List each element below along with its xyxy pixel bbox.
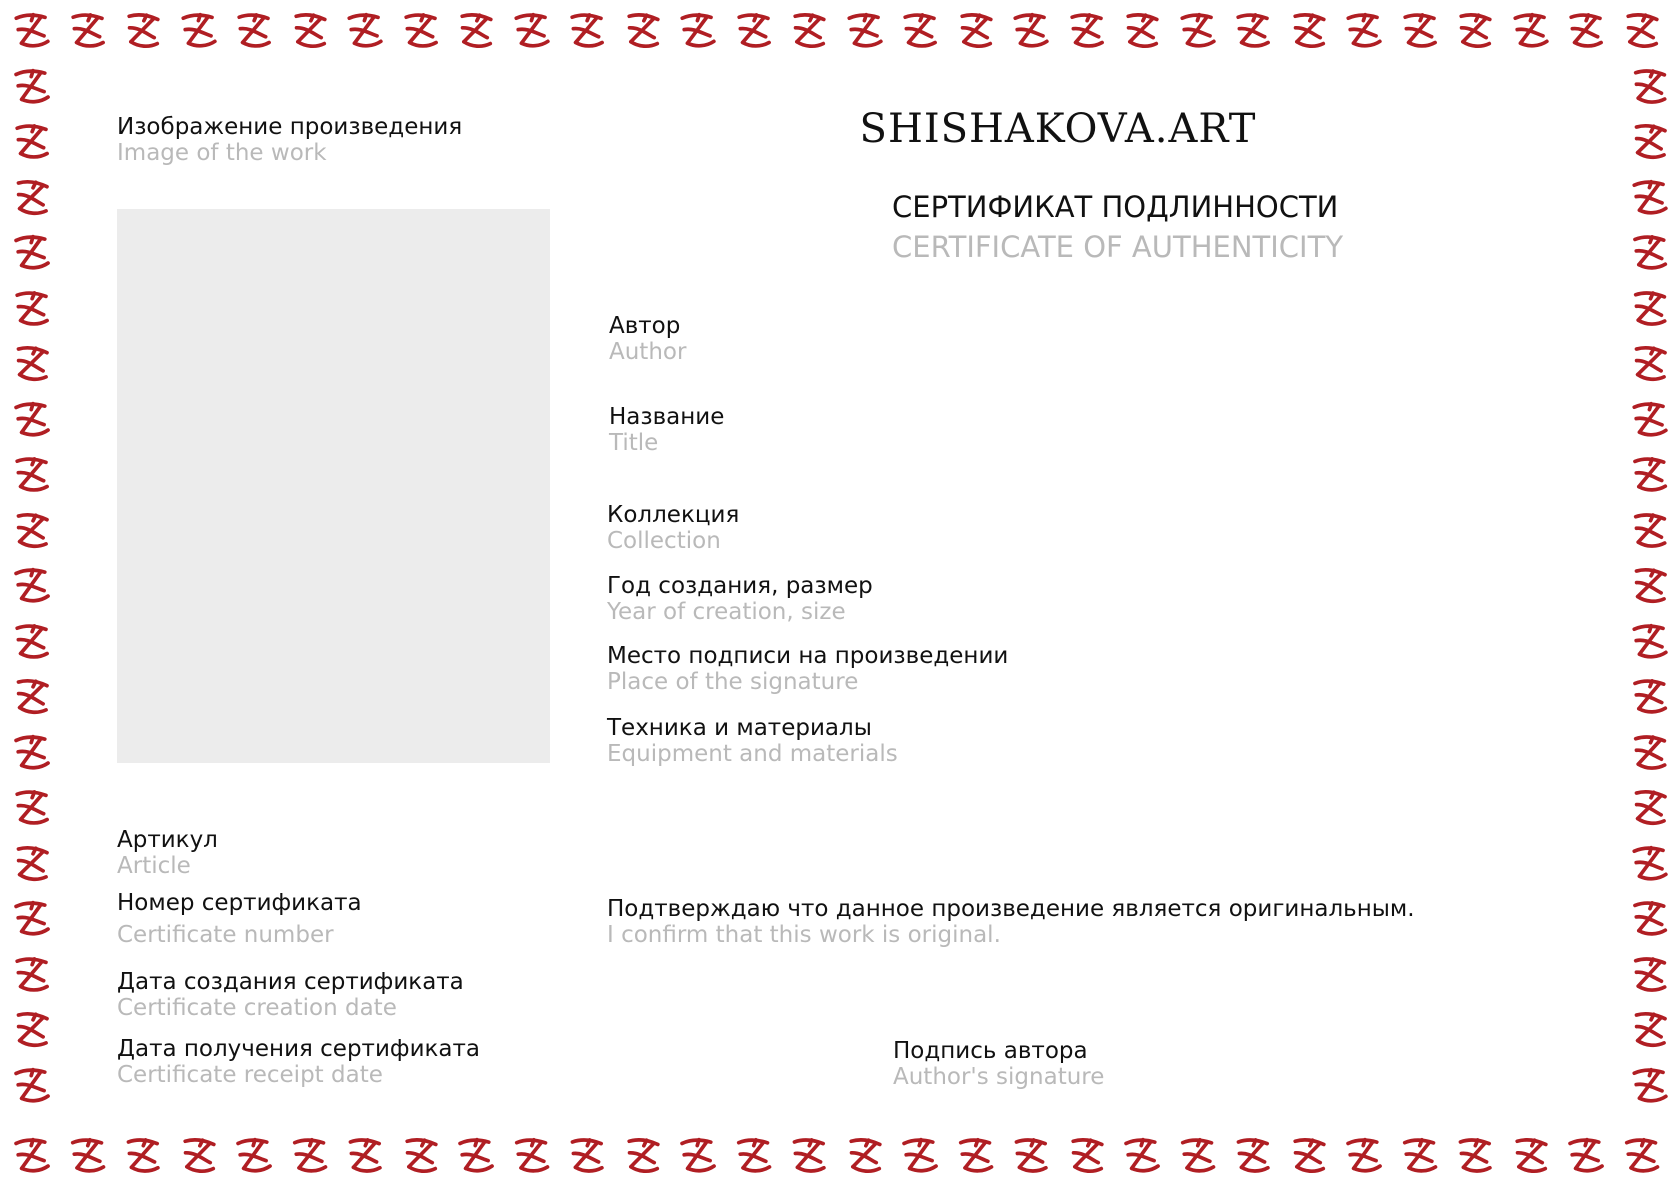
border-monogram-icon: [729, 1132, 777, 1180]
border-monogram-icon: [672, 1131, 722, 1181]
cert-number-label-en: Certificate number: [117, 922, 334, 948]
border-monogram-icon: [1616, 6, 1665, 55]
border-monogram-icon: [8, 952, 54, 998]
collection-label-en: Collection: [607, 528, 721, 554]
image-label-en: Image of the work: [117, 140, 327, 166]
border-monogram-icon: [1283, 6, 1332, 55]
title-label-en: Title: [609, 430, 659, 456]
border-monogram-icon: [1395, 1132, 1443, 1180]
border-monogram-icon: [1624, 339, 1674, 389]
author-signature-label-en: Author's signature: [893, 1064, 1105, 1090]
cert-number-label-ru: Номер сертификата: [117, 890, 362, 916]
cert-created-label-ru: Дата создания сертификата: [117, 969, 464, 995]
border-monogram-icon: [6, 728, 56, 778]
border-monogram-icon: [1505, 1131, 1554, 1180]
title-label-ru: Название: [609, 404, 725, 430]
border-monogram-icon: [173, 6, 222, 55]
border-monogram-icon: [950, 6, 999, 55]
border-monogram-icon: [1624, 1061, 1673, 1110]
brand-name: SHISHAKOVA.ART: [859, 106, 1257, 152]
collection-label-ru: Коллекция: [607, 502, 740, 528]
border-monogram-icon: [173, 1131, 222, 1180]
signature-place-label-ru: Место подписи на произведении: [607, 643, 1009, 669]
border-monogram-icon: [1625, 729, 1673, 777]
border-monogram-icon: [1007, 1133, 1054, 1180]
border-monogram-icon: [563, 1133, 610, 1180]
author-label-ru: Автор: [609, 313, 681, 339]
border-monogram-icon: [1625, 63, 1673, 111]
border-monogram-icon: [1338, 6, 1387, 55]
border-monogram-icon: [397, 8, 443, 54]
border-monogram-icon: [1626, 230, 1673, 277]
border-monogram-icon: [839, 1131, 888, 1180]
technique-label-en: Equipment and materials: [607, 741, 898, 767]
border-monogram-icon: [395, 1131, 444, 1180]
border-monogram-icon: [617, 1131, 666, 1180]
border-monogram-icon: [672, 6, 721, 55]
border-monogram-icon: [8, 119, 54, 165]
technique-label-ru: Техника и материалы: [607, 715, 872, 741]
border-monogram-icon: [1625, 285, 1673, 333]
border-monogram-icon: [339, 6, 388, 55]
border-monogram-icon: [1005, 6, 1054, 55]
border-monogram-icon: [1338, 1131, 1388, 1181]
border-monogram-icon: [284, 6, 333, 55]
confirmation-en: I confirm that this work is original.: [607, 922, 1001, 948]
certificate-title-en: CERTIFICATE OF AUTHENTICITY: [892, 230, 1344, 264]
border-monogram-icon: [64, 8, 110, 54]
border-monogram-icon: [730, 8, 776, 54]
cert-received-label-en: Certificate receipt date: [117, 1062, 383, 1088]
border-monogram-icon: [1624, 395, 1673, 444]
border-monogram-icon: [1624, 839, 1673, 888]
border-monogram-icon: [6, 1061, 56, 1111]
signature-place-label-en: Place of the signature: [607, 669, 859, 695]
border-monogram-icon: [6, 839, 56, 889]
border-monogram-icon: [896, 8, 942, 54]
border-monogram-icon: [1617, 1132, 1665, 1180]
border-monogram-icon: [563, 8, 609, 54]
border-monogram-icon: [783, 6, 832, 55]
border-monogram-icon: [8, 785, 54, 831]
border-monogram-icon: [506, 6, 555, 55]
border-monogram-icon: [6, 173, 56, 223]
border-monogram-icon: [1625, 507, 1673, 555]
border-monogram-icon: [1229, 8, 1275, 54]
border-monogram-icon: [1625, 951, 1673, 999]
border-monogram-icon: [1172, 6, 1221, 55]
border-monogram-icon: [1624, 783, 1674, 833]
border-monogram-icon: [6, 1005, 56, 1055]
border-monogram-icon: [63, 1132, 111, 1180]
border-monogram-icon: [1624, 561, 1674, 611]
border-monogram-icon: [8, 452, 54, 498]
border-monogram-icon: [1560, 1131, 1610, 1181]
border-monogram-icon: [1063, 8, 1109, 54]
border-monogram-icon: [1061, 1131, 1110, 1180]
border-monogram-icon: [951, 1132, 999, 1180]
article-label-ru: Артикул: [117, 827, 218, 853]
border-monogram-icon: [117, 6, 166, 55]
certificate-title-ru: СЕРТИФИКАТ ПОДЛИННОСТИ: [892, 190, 1339, 224]
border-monogram-icon: [285, 1132, 333, 1180]
border-monogram-icon: [6, 339, 56, 389]
border-monogram-icon: [785, 1133, 832, 1180]
border-monogram-icon: [6, 6, 55, 55]
artwork-image-placeholder: [117, 209, 550, 763]
border-monogram-icon: [450, 1131, 500, 1181]
border-monogram-icon: [119, 1133, 166, 1180]
border-monogram-icon: [1283, 1131, 1332, 1180]
border-monogram-icon: [1624, 1005, 1674, 1055]
border-monogram-icon: [1626, 674, 1673, 721]
border-monogram-icon: [1505, 6, 1554, 55]
border-monogram-icon: [6, 228, 56, 278]
border-monogram-icon: [839, 6, 888, 55]
border-monogram-icon: [6, 894, 56, 944]
border-monogram-icon: [6, 672, 56, 722]
border-monogram-icon: [6, 506, 56, 556]
cert-received-label-ru: Дата получения сертификата: [117, 1036, 480, 1062]
year-size-label-ru: Год создания, размер: [607, 573, 873, 599]
border-monogram-icon: [450, 6, 499, 55]
author-label-en: Author: [609, 339, 687, 365]
border-monogram-icon: [1626, 452, 1673, 499]
confirmation-ru: Подтверждаю что данное произведение является оригинальным.: [607, 896, 1415, 922]
author-signature-label-ru: Подпись автора: [893, 1038, 1088, 1064]
border-monogram-icon: [1562, 8, 1608, 54]
border-monogram-icon: [1624, 173, 1673, 222]
border-monogram-icon: [228, 1131, 278, 1181]
border-monogram-icon: [1173, 1132, 1221, 1180]
border-monogram-icon: [341, 1133, 388, 1180]
cert-created-label-en: Certificate creation date: [117, 995, 397, 1021]
border-monogram-icon: [6, 1131, 56, 1181]
border-monogram-icon: [1449, 6, 1498, 55]
border-monogram-icon: [1451, 1133, 1498, 1180]
border-monogram-icon: [6, 395, 56, 445]
border-monogram-icon: [6, 62, 56, 112]
border-monogram-icon: [6, 561, 56, 611]
border-monogram-icon: [617, 6, 666, 55]
year-size-label-en: Year of creation, size: [607, 599, 846, 625]
border-monogram-icon: [894, 1131, 944, 1181]
article-label-en: Article: [117, 853, 191, 879]
border-monogram-icon: [1624, 617, 1673, 666]
border-monogram-icon: [507, 1132, 555, 1180]
border-monogram-icon: [8, 619, 54, 665]
border-monogram-icon: [230, 8, 276, 54]
image-label-ru: Изображение произведения: [117, 114, 463, 140]
border-monogram-icon: [1624, 117, 1674, 167]
border-monogram-icon: [1116, 6, 1165, 55]
border-monogram-icon: [1396, 8, 1442, 54]
border-monogram-icon: [1116, 1131, 1166, 1181]
border-monogram-icon: [1626, 896, 1673, 943]
border-monogram-icon: [1229, 1133, 1276, 1180]
border-monogram-icon: [8, 286, 54, 332]
